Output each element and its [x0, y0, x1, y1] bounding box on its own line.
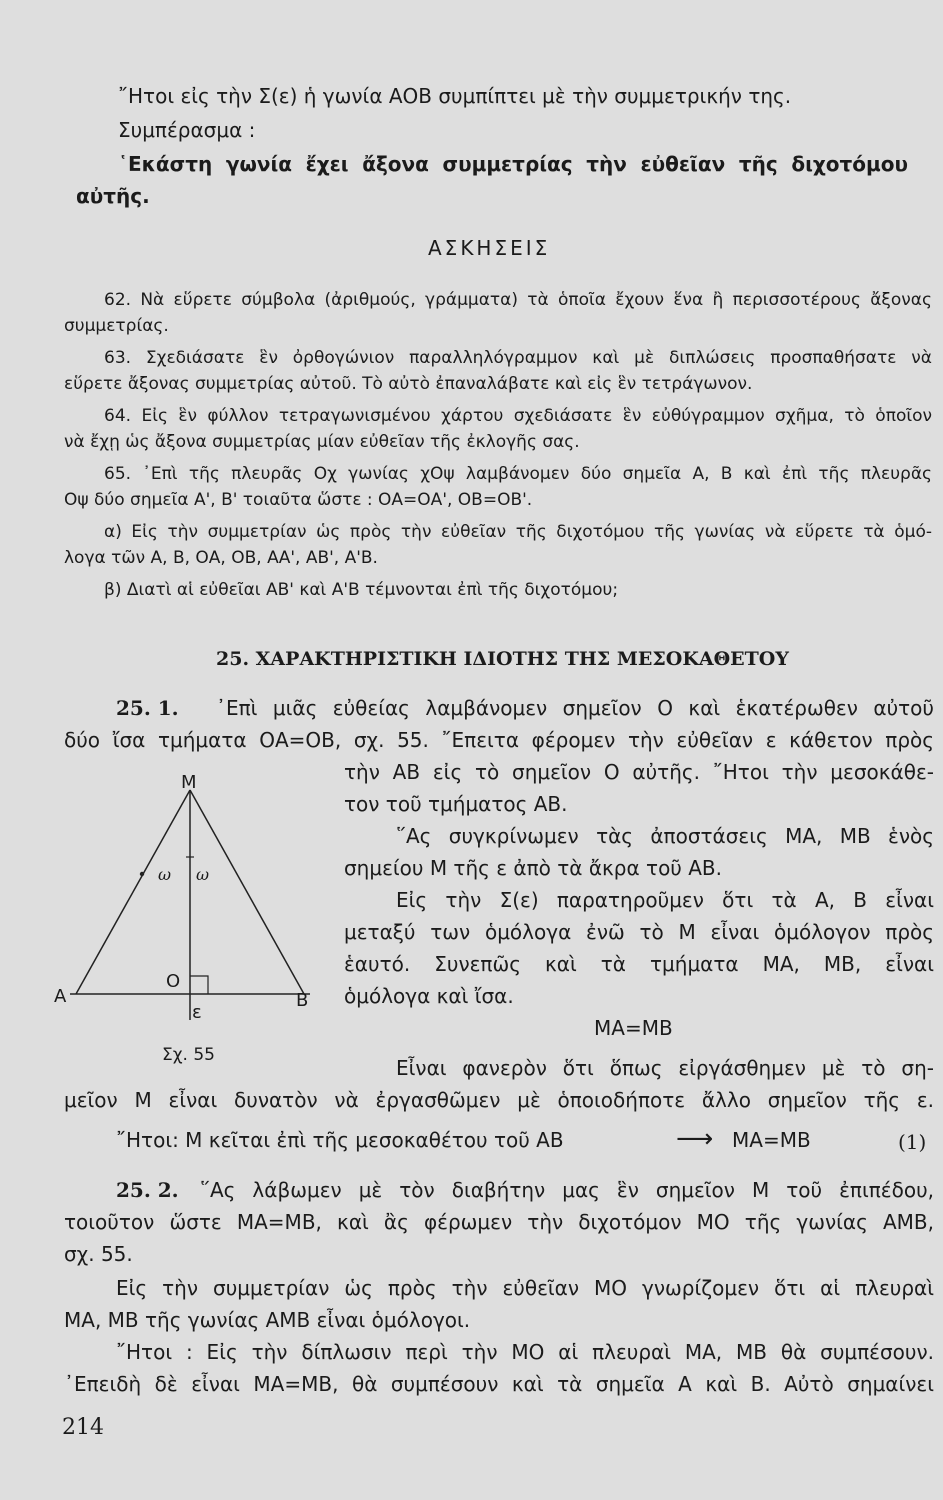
intro-line-1: ῎Ητοι εἰς τὴν Σ(ε) ἡ γωνία ΑΟΒ συμπίπτει μὲ τὴν συμμετρικήν της. [118, 84, 792, 108]
p1-line-2: δύο ἴσα τμήματα ΟΑ=ΟΒ, σχ. 55. ῎Επειτα φέρομεν τὴν εὐθεῖαν ε κάθετον πρὸς [64, 728, 934, 752]
label-o: Ο [166, 971, 181, 992]
p2-line-1: ῞Ας συγκρίνωμεν τὰς ἀποστάσεις ΜΑ, ΜΒ ἑνὸς [396, 824, 934, 848]
exercise-62-line-2: συμμετρίας. [64, 316, 169, 336]
angle-dot [140, 872, 144, 876]
figure-caption: Σχ. 55 [162, 1045, 216, 1065]
page-number: 214 [62, 1415, 104, 1440]
p7-line-1: ῎Ητοι : Εἰς τὴν δίπλωσιν περὶ τὴν ΜΟ αἱ πλευραὶ ΜΑ, ΜΒ θὰ συμπέσουν. [116, 1340, 934, 1364]
p3-line-1: Εἰς τὴν Σ(ε) παρατηροῦμεν ὅτι τὰ Α, Β εἶναι [396, 888, 934, 912]
result-equation: ΜΑ=ΜΒ [732, 1128, 811, 1152]
p6-line-1: Εἰς τὴν συμμετρίαν ὡς πρὸς τὴν εὐθεῖαν ΜΟ γνωρίζομεν ὅτι αἱ πλευραὶ [116, 1276, 934, 1300]
p3-line-2: μεταξύ των ὁμόλογα ἐνῶ τὸ Μ εἶναι ὁμόλογον πρὸς [344, 920, 934, 944]
p1-line-4: τον τοῦ τμήματος ΑΒ. [344, 792, 568, 816]
implies-arrow: ⟶ [676, 1124, 714, 1154]
exercise-65-line-2: Οψ δύο σημεῖα Α', Β' τοιαῦτα ὥστε : ΟΑ=ΟΑ', ΟΒ=ΟΒ'. [64, 490, 533, 510]
exercise-65-line-1: 65. ᾿Επὶ τῆς πλευρᾶς Οχ γωνίας χΟψ λαμβάνομεν δύο σημεῖα Α, Β καὶ ἐπὶ τῆς πλευρᾶς [104, 464, 932, 484]
exercise-65a-line-2: λογα τῶν Α, Β, ΟΑ, ΟΒ, ΑΑ', ΑΒ', Α'Β. [64, 548, 378, 568]
exercise-63-line-1: 63. Σχεδιάσατε ἓν ὀρθογώνιον παραλληλόγραμμον καὶ μὲ διπλώσεις προσπαθήσατε νὰ [104, 348, 932, 368]
label-m: Μ [181, 772, 197, 793]
exercise-63-line-2: εὕρετε ἄξονας συμμετρίας αὐτοῦ. Τὸ αὐτὸ ἐπαναλάβατε καὶ εἰς ἓν τετράγωνον. [64, 374, 753, 394]
exercise-65a-line-1: α) Εἰς τὴν συμμετρίαν ὡς πρὸς τὴν εὐθεῖαν τῆς διχοτόμου τῆς γωνίας νὰ εὕρετε τὰ ὁμό- [104, 522, 932, 542]
p1-line-1: ᾿Επὶ μιᾶς εὐθείας λαμβάνομεν σημεῖον Ο καὶ ἑκατέρωθεν αὐτοῦ [216, 696, 934, 720]
paragraph-25-1-number: 25. 1. [116, 696, 179, 720]
p4-line-2: μεῖον Μ εἶναι δυνατὸν νὰ ἐργασθῶμεν μὲ ὁποιοδήποτε ἄλλο σημεῖον τῆς ε. [64, 1088, 934, 1112]
p4-line-1: Εἶναι φανερὸν ὅτι ὅπως εἰργάσθημεν μὲ τὸ ση- [396, 1056, 934, 1080]
exercise-64-line-2: νὰ ἔχῃ ὡς ἄξονα συμμετρίας μίαν εὐθεῖαν τῆς ἐκλογῆς σας. [64, 432, 580, 452]
label-a: Α [54, 986, 67, 1007]
equation-ma-mb: ΜΑ=ΜΒ [594, 1016, 673, 1040]
p6-line-2: ΜΑ, ΜΒ τῆς γωνίας ΑΜΒ εἶναι ὁμόλογοι. [64, 1308, 471, 1332]
section-title: 25. ΧΑΡΑΚΤΗΡΙΣΤΙΚΗ ΙΔΙΟΤΗΣ ΤΗΣ ΜΕΣΟΚΑΘΕΤΟΥ [216, 648, 789, 670]
p3-line-4: ὁμόλογα καὶ ἴσα. [344, 984, 514, 1008]
exercise-62-line-1: 62. Νὰ εὕρετε σύμβολα (ἀριθμούς, γράμματα) τὰ ὁποῖα ἔχουν ἕνα ἢ περισσοτέρους ἄξονας [104, 290, 932, 310]
p5-line-3: σχ. 55. [64, 1242, 133, 1266]
exercise-65b: β) Διατὶ αἱ εὐθεῖαι ΑΒ' καὶ Α'Β τέμνονται ἐπὶ τῆς διχοτόμου; [104, 580, 619, 600]
p2-line-2: σημείου Μ τῆς ε ἀπὸ τὰ ἄκρα τοῦ ΑΒ. [344, 856, 722, 880]
p3-line-3: ἑαυτό. Συνεπῶς καὶ τὰ τμήματα ΜΑ, ΜΒ, εἶναι [344, 952, 934, 976]
p1-line-3: τὴν ΑΒ εἰς τὸ σημεῖον Ο αὐτῆς. ῎Ητοι τὴν μεσοκάθε- [344, 760, 934, 784]
conclusion-line-1: ῾Εκάστη γωνία ἔχει ἄξονα συμμετρίας τὴν εὐθεῖαν τῆς διχοτόμου [118, 152, 908, 176]
p7-line-2: ᾿Επειδὴ δὲ εἶναι ΜΑ=ΜΒ, θὰ συμπέσουν καὶ τὰ σημεῖα Α καὶ Β. Αὐτὸ σημαίνει [64, 1372, 934, 1396]
segment-mb [190, 790, 304, 994]
result-text: ῎Ητοι: Μ κεῖται ἐπὶ τῆς μεσοκαθέτου τοῦ ΑΒ [116, 1128, 564, 1152]
exercise-64-line-1: 64. Εἰς ἓν φύλλον τετραγωνισμένου χάρτου σχεδιάσατε ἓν εὐθύγραμμον σχῆμα, τὸ ὁποῖον [104, 406, 932, 426]
equation-number: (1) [898, 1130, 927, 1154]
p5-line-2: τοιοῦτον ὥστε ΜΑ=ΜΒ, καὶ ἂς φέρωμεν τὴν διχοτόμον ΜΟ τῆς γωνίας ΑΜΒ, [64, 1210, 934, 1234]
conclusion-line-2: αὐτῆς. [76, 184, 150, 208]
right-angle-mark [190, 976, 208, 994]
label-b: Β [296, 990, 309, 1011]
angle-label-right: ω [196, 865, 210, 884]
angle-label-left: ω [158, 865, 172, 884]
intro-line-2: Συμπέρασμα : [118, 118, 256, 142]
exercises-heading: ΑΣΚΗΣΕΙΣ [428, 236, 551, 260]
segment-ma [76, 790, 190, 994]
p5-line-1: ῞Ας λάβωμεν μὲ τὸν διαβήτην μας ἓν σημεῖον Μ τοῦ ἐπιπέδου, [200, 1178, 934, 1202]
label-e: ε [192, 1002, 202, 1023]
figure-55 [50, 770, 330, 1070]
paragraph-25-2-number: 25. 2. [116, 1178, 179, 1202]
